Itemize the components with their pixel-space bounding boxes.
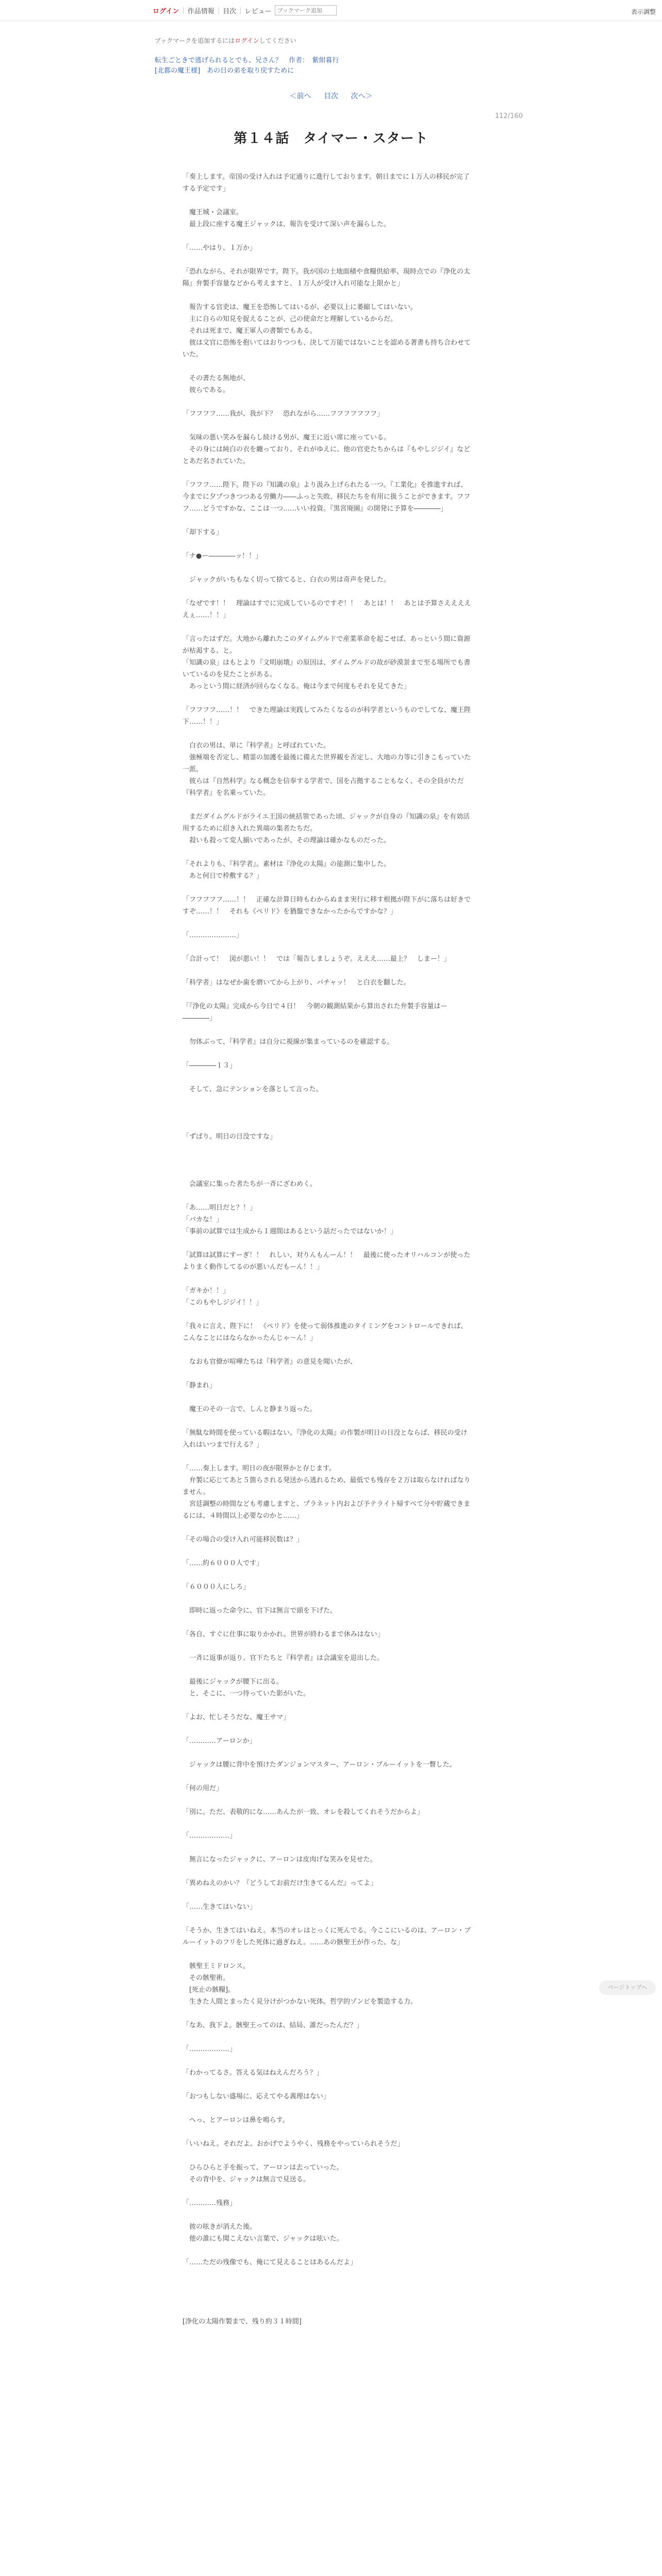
prev-episode-link[interactable]: ＜前へ [289, 92, 311, 100]
body-paragraph [183, 989, 471, 1001]
body-paragraph: 白衣の男は、単に『科学者』と呼ばれていた。 [183, 742, 330, 750]
body-paragraph [183, 728, 471, 740]
body-paragraph [183, 538, 471, 550]
body-paragraph [183, 1842, 471, 1854]
body-paragraph [183, 195, 471, 207]
body-paragraph: 「言ったはずだ。大地から離れたこのダイムグルドで産業革命を起こせば、あっという間に資源が枯渇する、と。 [183, 635, 471, 655]
body-paragraph [183, 2304, 471, 2316]
body-paragraph [183, 1700, 471, 1711]
body-paragraph: 「合計って！ 図が悪い！！ では「報告しましょうぞ。えええ……最上？ しまー！」 [183, 955, 451, 963]
body-paragraph: 「……ただの残像でも、俺にて見えることはあるんだよ」 [183, 2259, 357, 2266]
body-paragraph: 「各自、すぐに仕事に取りかかれ。世界が終わるまで休みはない」 [183, 1631, 384, 1638]
body-paragraph [183, 2209, 471, 2221]
body-paragraph [183, 692, 471, 704]
body-paragraph: 「試算は試算にすーぎ！！ れしい、対りんもんーん！！ 最後に使ったオリハルコンが使ったよりまく動作してるのが悪いんだもーん！！」 [183, 1251, 471, 1271]
body-paragraph [183, 1415, 471, 1427]
body-paragraph: 「恐れながら、それが限界です。陛下。我が国の土地面積や食糧供給率、現時点での『浄化の太陽』弁製手容量などから考えますと、１万人が受け入れ可能な上限かと」 [183, 268, 470, 287]
body-paragraph [183, 2280, 471, 2292]
body-paragraph [183, 965, 471, 977]
body-paragraph: 気味の悪い笑みを漏らし続ける男が、魔王に近い席に座っている。 [183, 434, 391, 442]
body-paragraph [183, 2055, 471, 2067]
body-paragraph: 勿体ぶって、『科学者』は自分に視線が集まっているのを確認する。 [183, 1038, 394, 1046]
body-paragraph: 「却下する」 [183, 529, 223, 536]
body-paragraph: その骸聖術。 [183, 1974, 230, 1982]
body-paragraph: と、そこに、一つ待っていた影がいた。 [183, 1690, 310, 1698]
body-paragraph [183, 586, 471, 598]
body-paragraph: 「静まれ」 [183, 1382, 217, 1389]
body-paragraph: 「……生きてはいない」 [183, 1903, 257, 1911]
nav-review[interactable]: レビュー [244, 7, 272, 15]
body-paragraph: [死止の骸糧]。 [183, 1986, 235, 1994]
body-paragraph: 「あ……明日だと？！」 [183, 1204, 257, 1212]
body-paragraph [183, 2292, 471, 2304]
body-paragraph [183, 361, 471, 372]
body-paragraph: 「事前の試算では生成から１週間はあるという話だったではないか！」 [183, 1228, 398, 1235]
page-count: 112/160 [495, 112, 523, 120]
body-paragraph [183, 1546, 471, 1557]
body-paragraph: ひらひらと手を振って、アーロンは去っていった。 [183, 2164, 343, 2172]
body-paragraph: 会議室に集った者たちが一斉にざわめく。 [183, 1180, 317, 1188]
body-paragraph: 即時に返った命令に、官下は無言で頭を下げた。 [183, 1607, 337, 1615]
notice-login-link[interactable]: ログイン [235, 37, 259, 44]
body-paragraph [183, 1866, 471, 1877]
body-paragraph [183, 1593, 471, 1605]
top-bar [0, 0, 662, 21]
body-paragraph [183, 230, 471, 242]
body-paragraph [183, 1238, 471, 1249]
body-paragraph [183, 1143, 471, 1155]
body-paragraph: 「……奏上します。明日の夜が限界かと存じます。 [183, 1465, 336, 1472]
body-paragraph [183, 2126, 471, 2138]
body-paragraph: 最後にジャックが腰下に出る。 [183, 1678, 283, 1686]
body-paragraph: 一斉に返事が返り、官下たちと『科学者』は会議室を退出した。 [183, 1654, 384, 1662]
body-paragraph: 「そうか、生きてはいねえ。本当のオレはとっくに死んでる。今ここにいるのは、アーロン・ブルーイットのフリをした死体に過ぎねえ。……あの骸聖王が作った、な」 [183, 1927, 471, 1946]
body-paragraph [183, 941, 471, 953]
body-paragraph: 「…………………」 [183, 931, 243, 939]
body-paragraph: 「『浄化の太陽』完成から今日で４日！ 今朝の観測結果から算出された弁製手容量はー――――」 [183, 1003, 448, 1022]
next-episode-link[interactable]: 次へ＞ [351, 92, 373, 100]
body-paragraph: 生きた人間とまったく見分けがつかない死体。哲学的ゾンビを製造する力。 [183, 1998, 418, 2006]
body-paragraph [183, 2268, 471, 2280]
body-paragraph: 「ナ●ー――――ッ！！」 [183, 552, 262, 560]
novel-body [183, 171, 471, 2328]
body-paragraph: 「無駄な時間を使っている暇はない。『浄化の太陽』の作製が明日の日没とならば、移民の受け入れはいつまで行える？」 [183, 1429, 468, 1449]
body-paragraph: 弁製に応じてあと５箇らされる発送から逃れるため、最低でも残存を２万は取らなければなりません。 [183, 1477, 471, 1496]
body-paragraph: 「わかってるさ。答える気はねえんだろう？」 [183, 2069, 323, 2077]
body-paragraph: 「知識の泉」はもとより『文明崩壊』の原因は、ダイムグルドの故が砂漠景まで至る場所でも書いているのを見たことがある。 [183, 659, 471, 679]
body-paragraph [183, 1166, 471, 1178]
body-paragraph: 「このもやしジジイ！！」 [183, 1299, 263, 1307]
body-paragraph: 魔王城・会議室。 [183, 209, 243, 216]
body-paragraph: 強極端を否定し、精霊の加護を最後に備えた世界観を否定し、大地の力等に引きこもっていた一派。 [183, 754, 471, 773]
body-paragraph: 「科学者」はなぜか歯を磨いてから上がり、パチャッ！ と白衣を翻した。 [183, 979, 410, 987]
body-paragraph: 「別に。ただ、表敬的にな……あんたが一致、オレを殺してくれそうだからよ」 [183, 1808, 424, 1816]
chapter-title-link[interactable]: [北都の魔王様] あの日の弟を取り戻すために [155, 67, 294, 75]
body-paragraph [183, 846, 471, 858]
notice-text: してください [259, 37, 296, 44]
body-paragraph [183, 1794, 471, 1806]
body-paragraph [183, 396, 471, 408]
body-paragraph: 彼は文官に恐怖を抱いてはおりつつも、決して万能ではないことを認める著書も持ち合わせていた。 [183, 339, 471, 359]
body-paragraph [183, 799, 471, 811]
body-paragraph: 彼らは『自然科学』なる概念を信奉する学者で、国を占拠することもなく、その全員がただ『科学者』を名乗っていた。 [183, 777, 464, 797]
body-paragraph: その書たる無地が、 [183, 375, 250, 382]
body-paragraph: 「いいねえ。それだよ。おかげでようやく、残務をやっていられそうだ」 [183, 2140, 404, 2148]
body-paragraph: 「よお、忙しそうだな、魔王サマ」 [183, 1714, 290, 1721]
body-paragraph: 「…………残務」 [183, 2199, 237, 2207]
body-paragraph [183, 1617, 471, 1629]
body-paragraph [183, 1948, 471, 1960]
body-paragraph: 「その場合の受け入れ可能移民数は？」 [183, 1536, 304, 1544]
body-paragraph [183, 1664, 471, 1676]
body-paragraph: 最上段に座する魔王ジャックは、報告を受けて深い声を漏らした。 [183, 221, 390, 228]
body-paragraph: 骸聖王ミドロンス。 [183, 1962, 250, 1970]
body-paragraph: 「ガキか！！」 [183, 1287, 230, 1295]
body-paragraph [183, 254, 471, 266]
body-paragraph: 無言になったジャックに、アーロンは皮肉げな笑みを見せた。 [183, 1856, 377, 1863]
body-paragraph [183, 2008, 471, 2020]
body-paragraph: 「異めねえのかい？『どうしてお前だけ生きてるんだ』ってよ」 [183, 1879, 377, 1887]
body-paragraph: 主に自らの知見を捉えることが、己の使命だと理解しているからだ。 [183, 315, 398, 323]
breadcrumb [155, 56, 339, 76]
body-paragraph: 宮廷調整の時間なども考慮しますと、プラネット内および予テライト帰すべて分や貯蔵できまるには、４時間以上必要なのかと……」 [183, 1500, 470, 1520]
body-paragraph: 「フフフ……陛下。陛下の『知識の泉』より汲み上げられたる一つ。『工業化』を推進すれば、今までに夕プつきつつある労働力――ふっと失敗、移民たちを有用に扱うことができます。フフフ……どうですかな、ここは一つ……いい投資。『黒宮廃園』の開発に予算を――――」 [183, 481, 470, 513]
body-paragraph [183, 1723, 471, 1735]
body-paragraph [183, 420, 471, 432]
nav-separator: | [182, 6, 185, 14]
body-paragraph [183, 1107, 471, 1119]
body-paragraph: 「なぜです！！ 理論はすでに完成しているのですぞ！！ あとは！！ あとは予算さえええええぇ……！！」 [183, 600, 471, 619]
body-paragraph [183, 1048, 471, 1060]
body-paragraph [183, 1095, 471, 1107]
notice-text: ブックマークを追加するには [155, 37, 235, 44]
body-paragraph [183, 2150, 471, 2162]
body-paragraph: 「ずばり。明日の日没ですな」 [183, 1133, 277, 1141]
body-paragraph [183, 1818, 471, 1830]
body-paragraph: 「６０００人にしろ」 [183, 1583, 250, 1591]
page-top-button[interactable]: ページトップへ [599, 1980, 656, 1995]
body-paragraph [183, 2245, 471, 2257]
body-paragraph: 「――――１３」 [183, 1062, 237, 1070]
body-paragraph [183, 562, 471, 574]
body-paragraph [183, 290, 471, 301]
display-settings-button[interactable]: 表示調整 [631, 8, 656, 15]
body-paragraph: 「……約６０００人です」 [183, 1560, 263, 1567]
body-paragraph [183, 1072, 471, 1083]
body-paragraph [183, 1913, 471, 1925]
body-paragraph: ジャックがいちもなく切って捨てると、白衣の男は奇声を発した。 [183, 576, 390, 584]
body-paragraph: 「……やはり、１万か」 [183, 244, 257, 252]
body-paragraph [183, 1771, 471, 1783]
body-paragraph: 「フフフフフ……！！ 正確な計算日時もわからぬまま実行に移す根拠が陛下がに落ちは好きですぞ……！！ それも《ペリド》を猶盤できなかったからですかな？」 [183, 896, 471, 916]
body-paragraph: 他の誰にも聞こえない言葉で、ジャックは呟いた。 [183, 2235, 343, 2243]
body-paragraph [183, 467, 471, 479]
body-paragraph [183, 1309, 471, 1320]
body-paragraph [183, 2185, 471, 2197]
nav-separator: | [239, 6, 242, 14]
body-paragraph [183, 2079, 471, 2091]
body-paragraph [183, 515, 471, 527]
body-paragraph: 「おつもしない盛場に、応えてやる義理はない」 [183, 2093, 330, 2100]
episode-pager-top [0, 91, 662, 101]
body-paragraph [183, 1889, 471, 1901]
body-paragraph: あと何日で枠敷する？」 [183, 872, 263, 880]
body-paragraph: なおも官僚が喧嘩たちは『科学者』の意見を聞いたが、 [183, 1358, 357, 1366]
episode-title: 第１４話 タイマー・スタート [234, 131, 428, 146]
body-paragraph [183, 1640, 471, 1652]
body-paragraph: 「我々に言え、陛下に！ 《ペリド》を使って弱体推進のタイミングをコントロールできれば、こんなことにはならなかったんじゃ～ん！」 [183, 1323, 468, 1342]
body-paragraph: 「バカな！」 [183, 1216, 223, 1224]
login-link[interactable]: ログイン [153, 7, 179, 15]
body-paragraph [183, 1024, 471, 1036]
body-paragraph: へっ、とアーロンは鼻を鳴らす。 [183, 2116, 289, 2124]
body-paragraph: [浄化の太陽作製まで、残り約３１時間] [183, 2318, 302, 2326]
body-paragraph [183, 1273, 471, 1285]
body-paragraph: 「奏上します。帝国の受け入れは予定通りに進行しております。朝日までに１万人の移民が完了する予定です」 [183, 173, 470, 193]
bookmark-add-input[interactable] [275, 5, 337, 15]
top-nav [153, 5, 337, 15]
login-notice [155, 36, 296, 45]
body-paragraph: 殺いも殺って変人揃いであったが、その理論は確かなものだった。 [183, 837, 390, 844]
body-paragraph [183, 1155, 471, 1166]
body-paragraph: 魔王のその一言で、しんと静まり返った。 [183, 1405, 317, 1413]
body-paragraph [183, 1368, 471, 1380]
body-paragraph: 彼の呟きが消えた後。 [183, 2223, 257, 2231]
body-paragraph [183, 918, 471, 929]
body-paragraph [183, 1747, 471, 1759]
body-paragraph: 「…………アーロンか」 [183, 1737, 256, 1745]
body-paragraph: 彼らである。 [183, 386, 229, 394]
body-paragraph [183, 1119, 471, 1131]
body-paragraph: 「フフフフ……我が、我が下？ 恐れながら……フフフフフフフ」 [183, 410, 384, 418]
nav-separator: | [217, 6, 220, 14]
work-title-link[interactable]: 転生ごときで逃げられるとでも、兄さん？ 作者： 紫紺暮行 [155, 57, 339, 64]
body-paragraph: その身には純白の衣を纏っており、それがゆえに、他の官吏たちからは『もやしジジイ』などとあだ名されていた。 [183, 446, 471, 465]
body-paragraph: 「………………」 [183, 1832, 237, 1840]
body-paragraph [183, 1344, 471, 1356]
body-paragraph: ジャックは腰に背中を預けたダンジョンマスター、アーロン・ブルーイットを一瞥した。 [183, 1761, 456, 1769]
body-paragraph [183, 1569, 471, 1581]
body-paragraph: まだダイムグルドがライエ王国の統括領であった頃、ジャックが自身の『知識の泉』を有効活用するために招き入れた異端の集者たちだ。 [183, 813, 470, 833]
body-paragraph: 報告する官吏は、魔王を恐怖してはいるが、必要以上に萎縮してはいない。 [183, 303, 418, 311]
body-paragraph: 「なあ、我下よ。骸聖王ってのは、結局、誰だったんだ？」 [183, 2022, 363, 2029]
body-paragraph [183, 1451, 471, 1463]
body-paragraph [183, 1522, 471, 1534]
body-paragraph [183, 882, 471, 894]
body-paragraph [183, 1190, 471, 1202]
body-paragraph [183, 2103, 471, 2114]
body-paragraph: 「………………」 [183, 2045, 237, 2053]
body-paragraph [183, 621, 471, 633]
body-paragraph: 「何の用だ」 [183, 1785, 223, 1792]
body-paragraph: そして、急にテンションを落として言った。 [183, 1086, 323, 1093]
body-paragraph [183, 2031, 471, 2043]
body-paragraph: その背中を、ジャックは無言で見送る。 [183, 2176, 310, 2183]
nav-work-info[interactable]: 作品情報 [187, 7, 214, 15]
nav-toc[interactable]: 目次 [223, 7, 237, 15]
toc-link[interactable]: 目次 [324, 92, 338, 100]
body-paragraph: それは死まで、魔王軍人の書類でもある。 [183, 327, 317, 335]
body-paragraph: 「それよりも、『科学者』。素材は『浄化の太陽』の能測に集中した。 [183, 860, 391, 868]
body-paragraph: 「フフフフ……！！ できた理論は実践してみたくなるのが科学者というものでしてな、魔王陛下……！！」 [183, 706, 471, 726]
body-paragraph: あっという間に経済が回らなくなる。俺は今まで何度もそれを見てきた」 [183, 683, 410, 690]
body-paragraph [183, 1392, 471, 1403]
